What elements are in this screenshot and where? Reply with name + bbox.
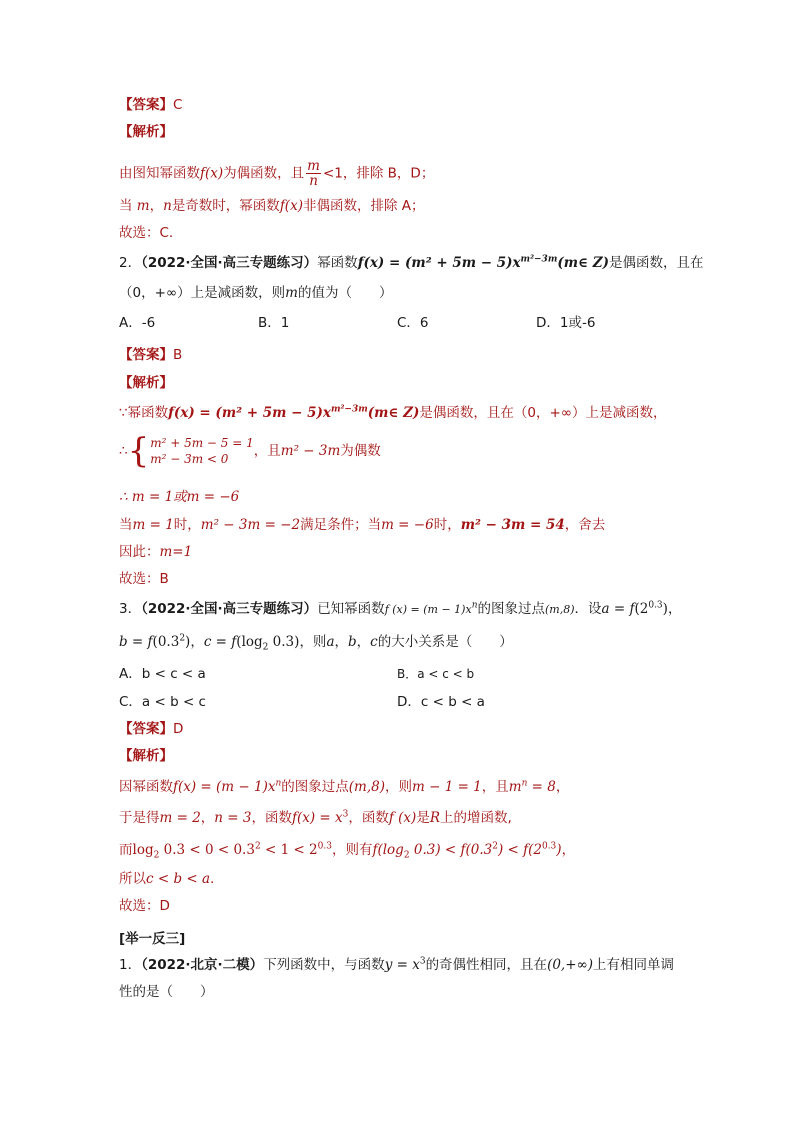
section-heading: [举一反三] — [119, 931, 186, 947]
q4-stem-line-2: 性的是（ ） — [119, 984, 214, 1000]
analysis-label-2: 【解析】 — [119, 375, 173, 391]
q2-choose: 故选：B — [119, 571, 169, 587]
p1-choose: 故选：C. — [119, 225, 174, 241]
q2-solution-line-3: ∴ m = 1或m = −6 — [119, 489, 240, 505]
q3-stem-line-2: $b = f(0.3^2)$，$c = f(\log_2$ 0.3)，则a，b，c的大小关系是（ ） — [119, 633, 513, 653]
q3-option-a: A．b < c < a — [119, 666, 206, 682]
q3-solution-line-1: 因幂函数$f(x) = (m - 1)x^n$的图象过点(m,8)，则m − 1 = 1，且$m^n = 8$， — [119, 778, 570, 795]
q4-stem-line-1: 1．（2022·北京·二模）下列函数中，与函数$y = x^3$的奇偶性相同，且在(0,+∞)上有相同单调 — [119, 956, 675, 973]
q2-solution-line-1: ∵幂函数$f(x) = (m^2 + 5m - 5)x^{m^2-3m}(m\in$ Z)是偶函数，且在（0，+∞）上是减函数， — [119, 404, 667, 421]
p1-solution-line-1: 由图知幂函数f(x)为偶函数，且 $\frac{m}{n}$ <1，排除 B，D； — [119, 158, 435, 189]
q2-option-c: C．6 — [397, 315, 429, 331]
q2-option-b: B．1 — [258, 315, 290, 331]
q3-choose: 故选：D — [119, 898, 170, 914]
q2-stem-line-2: （0，+∞）上是减函数，则m的值为（ ） — [119, 285, 393, 301]
q2-solution-system: ∴{ m² + 5m − 5 = 1 m² − 3m < 0 ，且m² − 3m为偶数 — [119, 431, 381, 471]
q3-solution-line-3: 而$\log_2 0.3 < 0 < 0.3^2 < 1 < 2^{0.3}$，则有$f(\log_2$ $0.3) < f(0.3^2) < f(2^{0.3})$， — [119, 841, 576, 861]
answer-line-2: 【答案】B — [119, 347, 183, 363]
q2-stem-line-1: 2．（2022·全国·高三专题练习）幂函数$f(x) = (m^2 + 5m - 5)x^{m^2-3m}(m\in$ Z)是偶函数，且在 — [119, 254, 704, 271]
answer-value: C — [173, 97, 183, 113]
q3-solution-line-4: 所以c < b < a. — [119, 871, 215, 887]
analysis-label-1: 【解析】 — [119, 124, 173, 140]
q2-option-d: D．1或-6 — [536, 315, 596, 331]
left-brace: { — [127, 431, 150, 471]
q2-solution-line-4: 当m = 1时，m² − 3m = −2满足条件；当m = −6时，m² − 3m = 54，舍去 — [119, 517, 606, 533]
q3-stem-line-1: 3．（2022·全国·高三专题练习）已知幂函数f $(x) = (m - 1)x^n$的图象过点(m,8)．设$a = f(2^{0.3})$， — [119, 600, 682, 617]
q2-solution-line-5: 因此：m=1 — [119, 544, 193, 560]
answer-line-3: 【答案】D — [119, 721, 184, 737]
q3-option-c: C．a < b < c — [119, 694, 206, 710]
q3-option-d: D．c < b < a — [397, 694, 485, 710]
q3-option-b: B．a < c < b — [397, 667, 475, 681]
p1-solution-line-2: 当 m，n是奇数时，幂函数f(x)非偶函数，排除 A； — [119, 198, 425, 214]
equation-system: m² + 5m − 5 = 1 m² − 3m < 0 — [150, 436, 254, 466]
q3-solution-line-2: 于是得m = 2，n = 3，函数$f(x) = x^3$，函数f (x)是R上的增函数, — [119, 809, 512, 826]
answer-line-1: 【答案】C — [119, 97, 183, 113]
analysis-label-3: 【解析】 — [119, 748, 173, 764]
fraction-m-over-n: $\frac{m}{n}$ — [307, 158, 320, 189]
q2-option-a: A．-6 — [119, 315, 156, 331]
